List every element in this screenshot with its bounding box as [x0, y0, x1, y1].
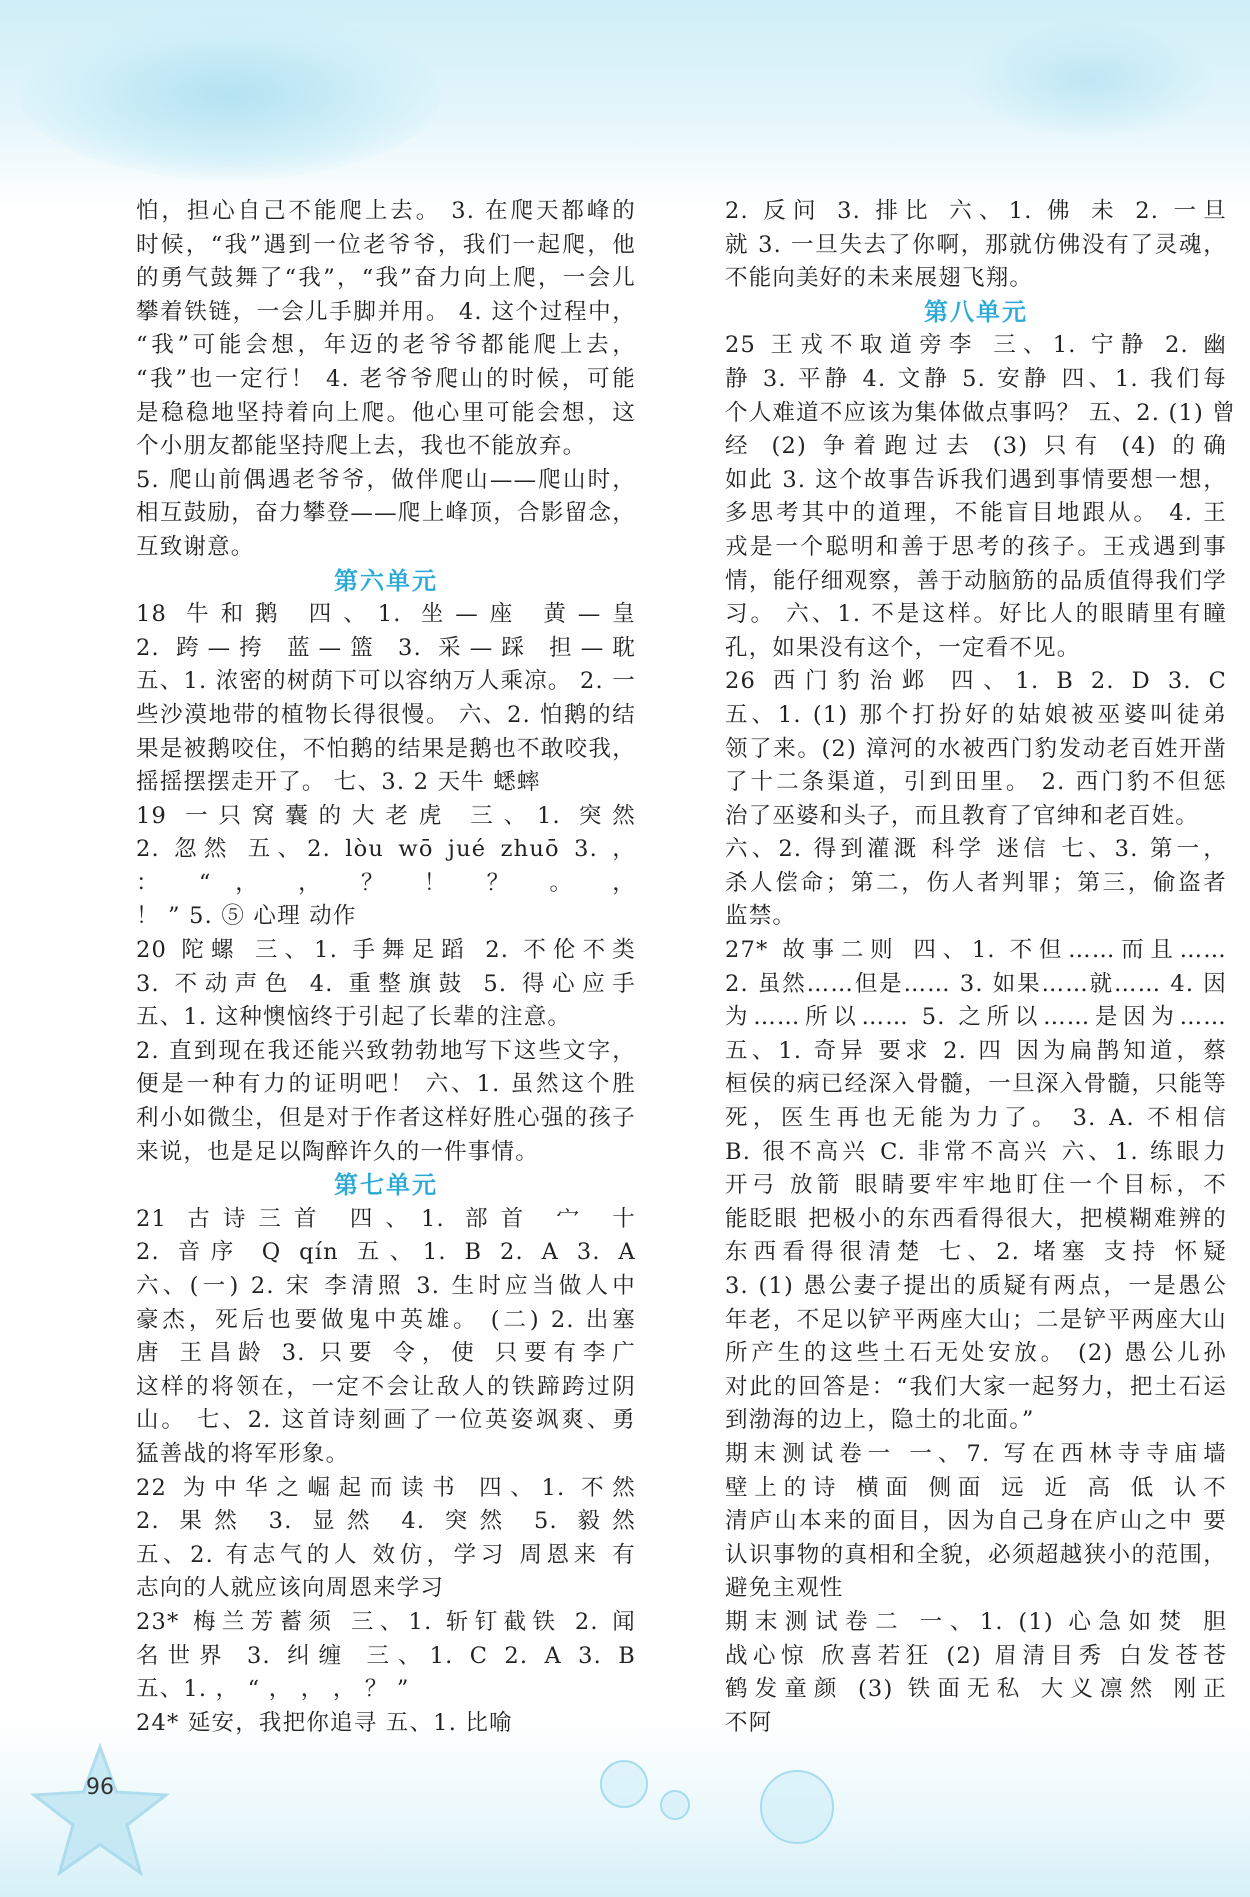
- answer-line: 2. 忽然 五、2. lòu wō jué zhuō 3. ，: [136, 836, 636, 863]
- answer-line: 22 为中华之崛起而读书 四、1. 不然: [136, 1474, 636, 1501]
- answer-line: 2. 跨—挎 蓝—篮 3. 采—踩 担—耽: [136, 634, 636, 661]
- answer-line: 来说，也是足以陶醉许久的一件事情。: [136, 1138, 539, 1165]
- answer-line: 五、1. 这种懊恼终于引起了长辈的注意。: [136, 1004, 572, 1031]
- answer-line: 如此 3. 这个故事告诉我们遇到事情要想一想，: [725, 466, 1227, 493]
- answer-line: 到渤海的边上，隐土的北面。”: [725, 1407, 1035, 1434]
- answer-line: 不阿: [725, 1709, 773, 1736]
- answer-line: 18 牛和鹅 四、1. 坐—座 黄—皇: [136, 601, 636, 628]
- answer-line: 相互鼓励，奋力攀登——爬上峰顶，合影留念，: [136, 500, 636, 527]
- answer-line: 就 3. 一旦失去了你啊，那就仿佛没有了灵魂，: [725, 231, 1227, 258]
- answer-line: “我”也一定行！ 4. 老爷爷爬山的时候，可能: [136, 365, 636, 392]
- bubble-decoration: [660, 1790, 690, 1820]
- answer-line: 果是被鹅咬住，不怕鹅的结果是鹅也不敢咬我，: [136, 735, 636, 762]
- answer-line: 20 陀螺 三、1. 手舞足蹈 2. 不伦不类: [136, 937, 636, 964]
- answer-line: 治了巫婆和头子，而且教育了官绅和老百姓。: [725, 802, 1200, 829]
- unit-heading: 第八单元: [924, 297, 1028, 326]
- answer-line: 26 西门豹治邺 四、1. B 2. D 3. C: [725, 668, 1227, 695]
- answer-line: 习。 六、1. 不是这样。好比人的眼睛里有瞳: [725, 601, 1227, 628]
- answer-line: 五、1. ， “ ， ， ， ？ ”: [136, 1676, 410, 1703]
- answer-line: 所产生的这些土石无处安放。 (2) 愚公儿孙: [725, 1340, 1227, 1367]
- answer-line: 认识事物的真相和全貌，必须超越狭小的范围，: [725, 1541, 1227, 1568]
- top-decoration: [20, 10, 440, 180]
- answer-line: 为……所以…… 5. 之所以……是因为……: [725, 1004, 1227, 1031]
- answer-line: 志向的人就应该向周恩来学习: [136, 1575, 445, 1602]
- answer-line: 五、1. 浓密的树荫下可以容纳万人乘凉。 2. 一: [136, 668, 636, 695]
- answer-line: 领了来。(2) 漳河的水被西门豹发动老百姓开凿: [725, 735, 1227, 762]
- answer-line: 桓侯的病已经深入骨髓，一旦深入骨髓，只能等: [725, 1071, 1227, 1098]
- bubble-decoration: [600, 1760, 648, 1808]
- answer-line: 静 3. 平静 4. 文静 5. 安静 四、1. 我们每: [725, 365, 1227, 392]
- answer-line: 孔，如果没有这个，一定看不见。: [725, 634, 1081, 661]
- answer-line: 死，医生再也无能为力了。 3. A. 不相信: [725, 1105, 1227, 1132]
- answer-line: 摇摇摆摆走开了。 七、3. 2 天牛 蟋蟀: [136, 769, 541, 796]
- answer-line: 怕，担心自己不能爬上去。 3. 在爬天都峰的: [136, 198, 636, 224]
- answer-line: 能眨眼 把极小的东西看得很大，把模糊难辨的: [725, 1205, 1227, 1232]
- answer-line: 猛善战的将军形象。: [136, 1440, 350, 1467]
- answer-line: 杀人偿命；第二，伤人者判罪；第三，偷盗者: [725, 869, 1227, 896]
- answer-line: 期末测试卷二 一、1. (1) 心急如焚 胆: [725, 1608, 1227, 1635]
- answer-line: 五、1. (1) 那个打扮好的姑娘被巫婆叫徒弟: [725, 701, 1227, 728]
- left-column: [136, 195, 636, 1740]
- answer-line: 经 (2) 争着跑过去 (3) 只有 (4) 的确: [725, 433, 1227, 460]
- answer-line: 个小朋友都能坚持爬上去，我也不能放弃。: [136, 433, 587, 460]
- top-decoration-right: [960, 20, 1220, 140]
- answer-line: 互致谢意。: [136, 533, 255, 560]
- answer-line: 2. 反问 3. 排比 六、1. 佛 未 2. 一旦: [725, 198, 1227, 224]
- answer-line: 多思考其中的道理，不能盲目地跟从。 4. 王: [725, 500, 1227, 527]
- answer-line: 鹤发童颜 (3) 铁面无私 大义凛然 刚正: [725, 1676, 1227, 1703]
- answer-line: 开弓 放箭 眼睛要牢牢地盯住一个目标，不: [725, 1172, 1227, 1199]
- answer-line: 战心惊 欣喜若狂 (2) 眉清目秀 白发苍苍: [725, 1642, 1227, 1669]
- unit-heading: 第七单元: [334, 1171, 438, 1200]
- answer-line: 27* 故事二则 四、1. 不但……而且……: [725, 937, 1227, 964]
- answer-line: 3. 不动声色 4. 重整旗鼓 5. 得心应手: [136, 970, 636, 997]
- answer-line: 不能向美好的未来展翅飞翔。: [725, 265, 1034, 292]
- answer-line: 24* 延安，我把你追寻 五、1. 比喻: [136, 1709, 513, 1736]
- answer-line: 情，能仔细观察，善于动脑筋的品质值得我们学: [725, 567, 1227, 594]
- page-number: 96: [86, 1775, 114, 1800]
- bubble-decoration: [760, 1770, 834, 1844]
- starfish-icon: [25, 1735, 175, 1885]
- answer-line: 六、(一) 2. 宋 李清照 3. 生时应当做人中: [136, 1273, 636, 1299]
- answer-line: ！ ” 5. ⑤ 心理 动作: [136, 903, 357, 930]
- answer-line: 些沙漠地带的植物长得很慢。 六、2. 怕鹅的结: [136, 701, 636, 728]
- answer-line: 23* 梅兰芳蓄须 三、1. 斩钉截铁 2. 闻: [136, 1608, 636, 1635]
- answer-line: 2. 音序 Q qín 五、1. B 2. A 3. A: [136, 1239, 636, 1266]
- answer-line: 2. 果然 3. 显然 4. 突然 5. 毅然: [136, 1508, 636, 1535]
- answer-line: 攀着铁链，一会儿手脚并用。 4. 这个过程中，: [136, 298, 636, 325]
- answer-line: 利小如微尘，但是对于作者这样好胜心强的孩子: [136, 1105, 636, 1132]
- answer-line: 豪杰，死后也要做鬼中英雄。 (二) 2. 出塞: [136, 1306, 636, 1333]
- answer-line: 清庐山本来的面目，因为自己身在庐山之中 要: [725, 1508, 1227, 1535]
- answer-line: 监禁。: [725, 903, 797, 930]
- answer-line: 避免主观性: [725, 1575, 844, 1602]
- answer-line: 便是一种有力的证明吧！ 六、1. 虽然这个胜: [136, 1071, 636, 1098]
- answer-line: 戎是一个聪明和善于思考的孩子。王戎遇到事: [725, 533, 1227, 560]
- answer-line: 东西看得很清楚 七、2. 堵塞 支持 怀疑: [725, 1239, 1227, 1266]
- answer-line: 年老，不足以铲平两座大山；二是铲平两座大山: [725, 1306, 1227, 1333]
- answer-line: 唐 王昌龄 3. 只要 令，使 只要有李广: [136, 1340, 636, 1367]
- answer-line: 对此的回答是：“我们大家一起努力，把土石运: [725, 1373, 1227, 1400]
- answer-line: 壁上的诗 横面 侧面 远 近 高 低 认不: [725, 1474, 1227, 1501]
- answer-line: “我”可能会想，年迈的老爷爷都能爬上去，: [136, 332, 636, 359]
- answer-line: 3. (1) 愚公妻子提出的质疑有两点，一是愚公: [725, 1273, 1227, 1299]
- unit-heading: 第六单元: [334, 566, 438, 595]
- answer-line: 21 古诗三首 四、1. 部首 宀 十: [136, 1205, 636, 1232]
- answer-line: 期末测试卷一 一、7. 写在西林寺寺庙墙: [725, 1440, 1227, 1467]
- right-column: [725, 195, 1236, 1740]
- answer-line: 五、1. 奇异 要求 2. 四 因为扁鹊知道，蔡: [725, 1037, 1227, 1064]
- answer-line: 2. 虽然……但是…… 3. 如果……就…… 4. 因: [725, 970, 1227, 997]
- answer-line: B. 很不高兴 C. 非常不高兴 六、1. 练眼力: [725, 1138, 1227, 1165]
- answer-line: 个人难道不应该为集体做点事吗？ 五、2. (1) 曾: [725, 399, 1236, 426]
- bottom-background: [0, 1720, 1250, 1897]
- answer-line: 25 王戎不取道旁李 三、1. 宁静 2. 幽: [725, 332, 1227, 359]
- answer-line: 五、2. 有志气的人 效仿，学习 周恩来 有: [136, 1541, 636, 1568]
- answer-line: 山。 七、2. 这首诗刻画了一位英姿飒爽、勇: [136, 1407, 636, 1434]
- answer-line: 六、2. 得到灌溉 科学 迷信 七、3. 第一，: [725, 836, 1227, 863]
- answer-line: 这样的将领在，一定不会让敌人的铁蹄跨过阴: [136, 1373, 636, 1400]
- answer-line: 是稳稳地坚持着向上爬。他心里可能会想，这: [136, 399, 636, 426]
- answer-line: 的勇气鼓舞了“我”，“我”奋力向上爬，一会儿: [136, 265, 636, 292]
- answer-line: 名世界 3. 纠缠 三、1. C 2. A 3. B: [136, 1642, 636, 1669]
- answer-line: 2. 直到现在我还能兴致勃勃地写下这些文字，: [136, 1037, 636, 1064]
- answer-line: 5. 爬山前偶遇老爷爷，做伴爬山——爬山时，: [136, 466, 636, 493]
- answer-line: 时候，“我”遇到一位老爷爷，我们一起爬，他: [136, 231, 636, 258]
- answer-line: 了十二条渠道，引到田里。 2. 西门豹不但惩: [725, 769, 1227, 796]
- answer-line: 19 一只窝囊的大老虎 三、1. 突然: [136, 802, 636, 829]
- answer-line: ： “ ， ， ？ ！ ？ 。 ，: [136, 869, 636, 896]
